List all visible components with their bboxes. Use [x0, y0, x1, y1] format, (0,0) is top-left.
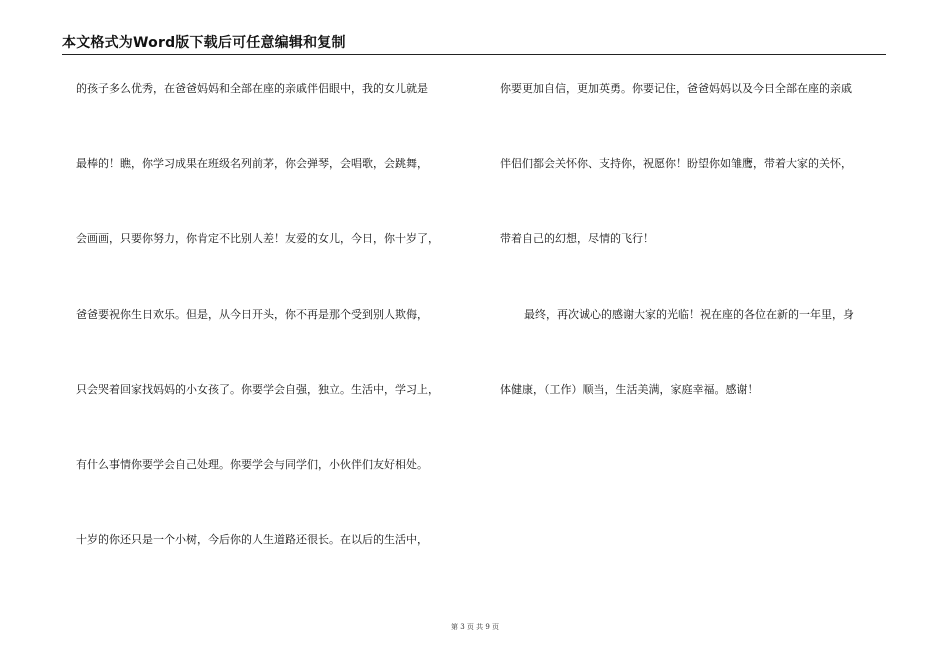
blank-line	[500, 258, 900, 296]
text-line: 十岁的你还只是一个小树，今后你的人生道路还很长。在以后的生活中，	[76, 533, 428, 547]
text-line: 伴侣们都会关怀你、支持你，祝愿你！盼望你如雏鹰，带着大家的关怀，	[500, 157, 852, 171]
blank-line	[500, 183, 900, 221]
text-line: 只会哭着回家找妈妈的小女孩了。你要学会自强，独立。生活中，学习上，	[76, 382, 439, 396]
header-title: 本文格式为Word版下载后可任意编辑和复制	[62, 35, 346, 51]
blank-line	[76, 333, 476, 371]
text-line: 的孩子多么优秀，在爸爸妈妈和全部在座的亲戚伴侣眼中，我的女儿就是	[76, 82, 428, 95]
left-text-column	[76, 70, 476, 559]
text-line: 你要更加自信，更加英勇。你要记住，爸爸妈妈以及今日全部在座的亲戚	[500, 82, 852, 95]
text-line: 有什么事情你要学会自己处理。你要学会与同学们，小伙伴们友好相处。	[76, 457, 428, 471]
page-number: 第 3 页 共 9 页	[450, 623, 500, 631]
blank-line	[76, 408, 476, 446]
blank-line	[500, 333, 900, 371]
blank-line	[76, 484, 476, 522]
blank-line	[76, 108, 476, 146]
text-line: 最棒的！瞧，你学习成果在班级名列前茅，你会弹琴，会唱歌，会跳舞，	[76, 157, 428, 171]
document-header	[62, 34, 886, 55]
right-text-column	[500, 70, 900, 408]
blank-line	[76, 258, 476, 296]
text-line: 带着自己的幻想，尽情的飞行！	[500, 232, 654, 246]
blank-line	[76, 183, 476, 221]
blank-line	[500, 108, 900, 146]
text-line: 体健康，（工作）顺当，生活美满，家庭幸福。感谢！	[500, 382, 759, 396]
paragraph-start-line: 最终，再次诚心的感谢大家的光临！祝在座的各位在新的一年里，身	[524, 307, 854, 321]
text-line: 会画画，只要你努力，你肯定不比别人差！友爱的女儿，今日，你十岁了，	[76, 232, 439, 246]
text-line: 爸爸要祝你生日欢乐。但是，从今日开头，你不再是那个受到别人欺侮，	[76, 307, 428, 321]
